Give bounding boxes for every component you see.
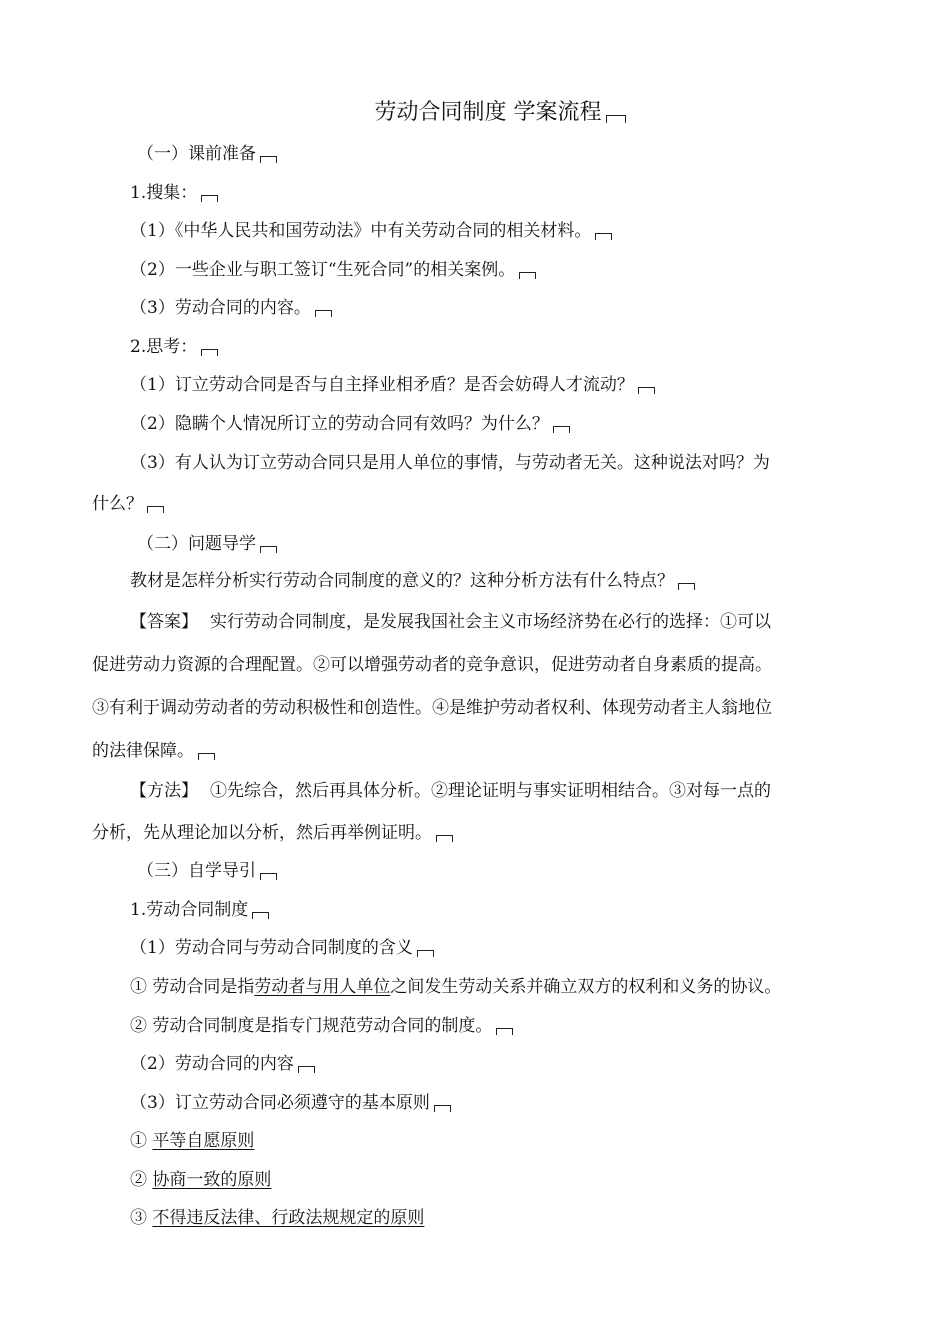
paragraph-mark-icon <box>417 950 434 957</box>
principle-item: ③ 不得违反法律、行政法规规定的原则 <box>130 1208 425 1228</box>
answer-line-4: 的法律保障。 <box>92 740 215 762</box>
paragraph-mark-icon <box>260 156 277 163</box>
principle-item: ① 平等自愿原则 <box>130 1131 255 1151</box>
method-line-1: 【方法】 ①先综合，然后再具体分析。②理论证明与事实证明相结合。③对每一点的 <box>130 781 771 801</box>
paragraph-mark-icon <box>519 272 536 279</box>
paragraph-mark-icon <box>252 912 269 919</box>
point-2: （2）劳动合同的内容 <box>130 1053 315 1075</box>
think-item: （1）订立劳动合同是否与自主择业相矛盾？是否会妨碍人才流动？ <box>130 374 655 396</box>
paragraph-mark-icon <box>496 1028 513 1035</box>
think-item-3-line-2: 什么？ <box>92 493 164 515</box>
title-text: 劳动合同制度 学案流程 <box>374 100 602 125</box>
paragraph-mark-icon <box>434 1105 451 1112</box>
paragraph-mark-icon <box>638 387 655 394</box>
paragraph-mark-icon <box>201 349 218 356</box>
definition-2: ② 劳动合同制度是指专门规范劳动合同的制度。 <box>130 1015 513 1037</box>
paragraph-mark-icon <box>260 546 277 553</box>
section-2-heading: （二）问题导学 <box>137 533 277 555</box>
subheading-labor-contract-system: 1.劳动合同制度 <box>130 899 269 921</box>
paragraph-mark-icon <box>595 233 612 240</box>
guiding-question: 教材是怎样分析实行劳动合同制度的意义的？这种分析方法有什么特点？ <box>130 570 695 592</box>
think-label: 2.思考： <box>130 336 218 358</box>
answer-line-3: ③有利于调动劳动者的劳动积极性和创造性。④是维护劳动者权利、体现劳动者主人翁地位 <box>92 698 772 718</box>
paragraph-mark-icon <box>678 583 695 590</box>
collect-item: （2）一些企业与职工签订“生死合同”的相关案例。 <box>130 259 536 281</box>
think-item: （2）隐瞒个人情况所订立的劳动合同有效吗？为什么？ <box>130 413 570 435</box>
method-tag: 【方法】 <box>130 781 198 801</box>
paragraph-mark-icon <box>436 835 453 842</box>
paragraph-mark-icon <box>147 506 164 513</box>
answer-tag: 【答案】 <box>130 612 198 632</box>
principle-item: ② 协商一致的原则 <box>130 1170 272 1190</box>
collect-item: （3）劳动合同的内容。 <box>130 297 332 319</box>
method-line-2: 分析，先从理论加以分析，然后再举例证明。 <box>92 822 453 844</box>
answer-line-2: 促进劳动力资源的合理配置。②可以增强劳动者的竞争意识，促进劳动者自身素质的提高。 <box>92 655 772 675</box>
definition-1: ① 劳动合同是指劳动者与用人单位之间发生劳动关系并确立双方的权利和义务的协议。 <box>130 977 782 997</box>
point-1: （1）劳动合同与劳动合同制度的含义 <box>130 937 434 959</box>
section-3-heading: （三）自学导引 <box>137 860 277 882</box>
paragraph-mark-icon <box>606 115 626 123</box>
answer-line-1: 【答案】 实行劳动合同制度，是发展我国社会主义市场经济势在必行的选择：①可以 <box>130 612 771 632</box>
paragraph-mark-icon <box>201 195 218 202</box>
collect-item: （1）《中华人民共和国劳动法》中有关劳动合同的相关材料。 <box>130 220 612 242</box>
paragraph-mark-icon <box>198 753 215 760</box>
think-item-3-line-1: （3）有人认为订立劳动合同只是用人单位的事情，与劳动者无关。这种说法对吗？为 <box>130 453 770 473</box>
point-3: （3）订立劳动合同必须遵守的基本原则 <box>130 1092 451 1114</box>
paragraph-mark-icon <box>315 310 332 317</box>
underlined-term: 劳动者与用人单位 <box>254 977 391 997</box>
section-1-heading: （一）课前准备 <box>137 143 277 165</box>
page-title <box>0 98 950 128</box>
paragraph-mark-icon <box>260 873 277 880</box>
paragraph-mark-icon <box>553 426 570 433</box>
collect-label: 1.搜集： <box>130 182 218 204</box>
paragraph-mark-icon <box>298 1066 315 1073</box>
